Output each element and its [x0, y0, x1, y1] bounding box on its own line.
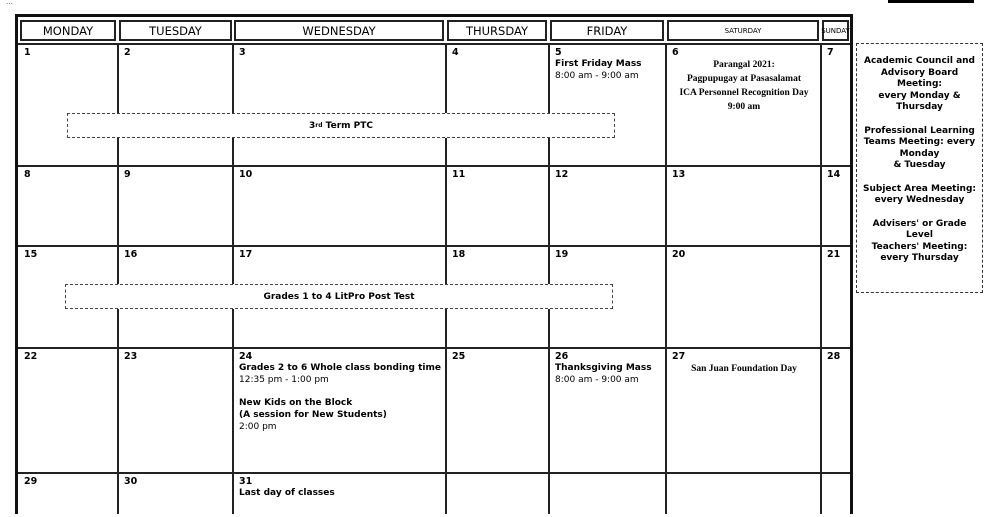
day-header-wednesday: WEDNESDAY: [234, 20, 444, 41]
day-number: 21: [827, 249, 841, 260]
day-header-saturday: SATURDAY: [667, 20, 819, 41]
day-number: 7: [827, 47, 834, 58]
day-number: 28: [827, 351, 841, 362]
day-number: 27: [672, 351, 686, 362]
banner-text: Term PTC: [325, 120, 373, 131]
top-decorative-bar: [888, 0, 974, 3]
litpro-banner: [65, 284, 613, 309]
meeting-note-line: Subject Area Meeting:: [863, 183, 977, 194]
day-number: 10: [239, 169, 253, 180]
event-title: First Friday Mass: [555, 59, 642, 69]
meeting-note-item: [863, 184, 976, 207]
day-number: 22: [24, 351, 38, 362]
day-cell: [234, 167, 445, 245]
event-title: Grades 2 to 6 Whole class bonding time: [239, 363, 441, 373]
event-title: Thanksgiving Mass: [555, 363, 652, 373]
meeting-note-item: [863, 219, 976, 265]
day-number: 18: [452, 249, 466, 260]
day-cell: [19, 349, 117, 472]
meeting-note-item: [863, 56, 976, 114]
day-cell: [119, 349, 232, 472]
day-number: 6: [672, 47, 679, 58]
day-cell: [234, 349, 445, 472]
day-number: 30: [124, 476, 138, 487]
page-top-mark: …: [6, 0, 13, 6]
banner-ordinal: 3: [308, 120, 316, 131]
day-cell: [447, 349, 548, 472]
day-number: 2: [124, 47, 131, 58]
day-header-thursday: THURSDAY: [447, 20, 547, 41]
day-cell: [447, 474, 548, 517]
day-number: 26: [555, 351, 569, 362]
event-time: 8:00 am - 9:00 am: [555, 375, 639, 385]
day-cell: [119, 167, 232, 245]
day-number: 29: [24, 476, 38, 487]
day-number: 3: [239, 47, 246, 58]
day-number: 31: [239, 476, 253, 487]
day-cell: [447, 167, 548, 245]
meeting-note-line: Teachers' Meeting:: [871, 241, 968, 252]
meeting-note-line: Monday: [899, 148, 940, 159]
day-number: 5: [555, 47, 562, 58]
day-number: 9: [124, 169, 131, 180]
banner-text: Grades 1 to 4 LitPro Post Test: [263, 291, 415, 302]
event-serif-line: Pagpupugay at Pasasalamat: [686, 74, 801, 84]
day-header-monday: MONDAY: [20, 20, 116, 41]
day-number: 4: [452, 47, 459, 58]
day-cell: [550, 45, 665, 165]
ptc-banner: [67, 113, 615, 138]
day-cell: [119, 474, 232, 517]
day-number: 17: [239, 249, 253, 260]
meeting-note-line: Academic Council and: [863, 56, 975, 66]
day-cell: [667, 474, 820, 517]
day-cell: [447, 45, 548, 165]
meeting-note-line: Professional Learning: [864, 125, 975, 136]
meeting-note-line: Thursday: [896, 102, 943, 112]
day-number: 11: [452, 169, 466, 180]
event-title: New Kids on the Block: [239, 398, 353, 408]
meeting-note-line: Teams Meeting: every: [863, 137, 976, 147]
calendar-grid: [15, 14, 853, 514]
day-cell: [667, 349, 820, 472]
day-cell: [19, 167, 117, 245]
day-number: 20: [672, 249, 686, 260]
day-cell: [550, 167, 665, 245]
day-number: 16: [124, 249, 138, 260]
day-cell: [667, 167, 820, 245]
banner-ordinal-suffix: rd: [315, 122, 323, 129]
day-number: 24: [239, 351, 253, 362]
day-number: 1: [24, 47, 31, 58]
day-cell: [667, 45, 820, 165]
meeting-note-line: & Tuesday: [893, 160, 946, 170]
day-number: 14: [827, 169, 841, 180]
meeting-note-line: every Thursday: [880, 253, 959, 263]
day-cell: [19, 45, 117, 165]
meeting-note-line: Advisory Board Meeting:: [880, 67, 959, 89]
day-cell: [822, 45, 849, 165]
event-time: 12:35 pm - 1:00 pm: [239, 375, 329, 385]
day-number: 19: [555, 249, 569, 260]
day-number: 8: [24, 169, 31, 180]
day-number: 15: [24, 249, 38, 260]
day-cell: [822, 167, 849, 245]
meeting-note-line: Advisers' or Grade Level: [872, 218, 967, 240]
day-cell: [822, 247, 849, 347]
day-cell: [234, 474, 445, 517]
event-serif-line: San Juan Foundation Day: [691, 364, 797, 374]
meeting-note-line: every Monday &: [878, 90, 961, 101]
day-number: 12: [555, 169, 569, 180]
day-cell: [119, 45, 232, 165]
day-header-friday: FRIDAY: [550, 20, 664, 41]
day-cell: [19, 474, 117, 517]
day-cell: [822, 349, 849, 472]
event-spacer: [239, 386, 445, 397]
meeting-note-line: every Wednesday: [874, 195, 965, 205]
event-serif-line: Parangal 2021:: [713, 60, 775, 70]
day-number: 25: [452, 351, 466, 362]
meetings-note-box: [856, 43, 983, 293]
event-time: 8:00 am - 9:00 am: [555, 71, 639, 81]
day-number: 23: [124, 351, 138, 362]
day-header-tuesday: TUESDAY: [119, 20, 232, 41]
day-cell: [550, 349, 665, 472]
day-cell: [822, 474, 849, 517]
day-cell: [550, 474, 665, 517]
event-serif-line: ICA Personnel Recognition Day: [679, 88, 809, 98]
day-cell: [234, 45, 445, 165]
event-serif-line: 9:00 am: [727, 102, 761, 112]
meeting-note-item: [863, 126, 976, 172]
day-header-sunday: SUNDAY: [822, 20, 849, 41]
day-cell: [667, 247, 820, 347]
event-time: 2:00 pm: [239, 422, 277, 432]
day-number: 13: [672, 169, 686, 180]
event-title: (A session for New Students): [239, 410, 387, 420]
event-title: Last day of classes: [239, 488, 335, 498]
